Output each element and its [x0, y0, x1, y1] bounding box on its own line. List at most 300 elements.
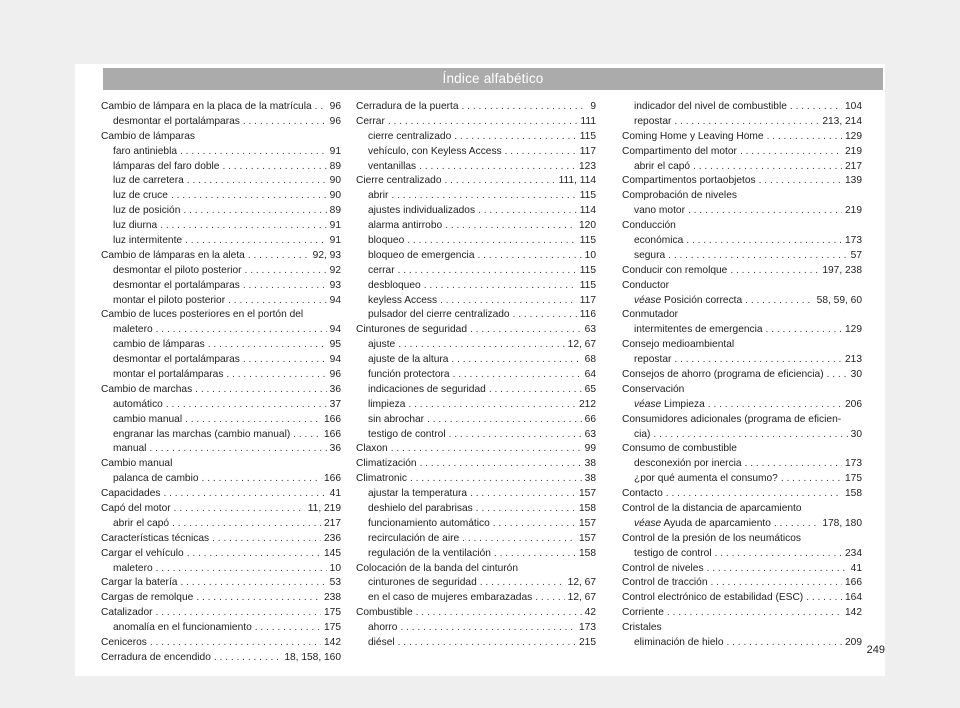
index-entry-page: 178, 180 [822, 517, 862, 529]
index-entry [622, 413, 862, 428]
index-entry-page: 53 [329, 577, 341, 589]
dot-leader [427, 413, 582, 428]
index-entry-page: 145 [324, 547, 341, 559]
index-entry [101, 532, 341, 547]
index-entry-page: 93 [329, 279, 341, 291]
dot-leader [480, 577, 565, 592]
index-entry-term: cerrar [368, 264, 395, 276]
dot-leader [454, 130, 577, 145]
index-entry-page: 95 [329, 339, 341, 351]
index-entry [622, 189, 862, 204]
index-entry-page: 175 [845, 473, 862, 485]
index-entry-page: 236 [324, 532, 341, 544]
index-entry-term: alarma antirrobo [368, 220, 443, 232]
index-entry-term: Conmutador [622, 309, 679, 321]
index-entry-term: Catalizador [101, 607, 153, 619]
index-entry [101, 338, 341, 353]
index-entry-term: ¿por qué aumenta el consumo? [634, 473, 778, 485]
dot-leader [707, 562, 848, 577]
dot-leader [166, 398, 327, 413]
index-entry-page: 173 [845, 235, 862, 246]
index-entry-page: 96 [329, 369, 341, 381]
index-entry-term: Capó del motor [101, 503, 171, 515]
index-column-3 [622, 100, 862, 651]
index-entry-page: 11, 219 [307, 503, 341, 515]
index-entry-term: limpieza [368, 398, 406, 410]
index-entry-term: luz de posición [113, 205, 181, 217]
index-entry-page: 64 [584, 369, 596, 381]
index-entry [101, 562, 341, 577]
dot-leader [160, 219, 326, 234]
index-entry-term: recirculación de aire [368, 532, 460, 544]
dot-leader [674, 353, 842, 368]
dot-leader [489, 383, 582, 398]
index-entry-page: 96 [329, 100, 341, 112]
index-entry-page: 114 [579, 205, 596, 217]
index-entry [356, 442, 596, 457]
dot-leader [202, 472, 321, 487]
index-entry-term: Cargar la batería [101, 577, 178, 589]
dot-leader [653, 428, 847, 443]
index-entry [101, 413, 341, 428]
index-entry-term: Cerrar [356, 115, 385, 127]
index-entry [356, 308, 596, 323]
dot-leader [391, 189, 576, 204]
index-entry [101, 100, 341, 115]
index-entry-term: cia) [634, 428, 651, 440]
index-entry-page: 129 [845, 324, 862, 336]
index-entry-page: 129 [845, 130, 862, 142]
dot-leader [245, 264, 327, 279]
index-entry-page: 212 [579, 398, 596, 410]
index-entry-term: regulación de la ventilación [368, 547, 491, 559]
index-entry-term: Combustible [356, 607, 413, 619]
index-entry-term: indicaciones de seguridad [368, 383, 486, 395]
dot-leader [453, 368, 582, 383]
index-entry [356, 174, 596, 189]
index-entry [622, 353, 862, 368]
index-entry [622, 606, 862, 621]
dot-leader [470, 487, 576, 502]
index-entry [622, 308, 862, 323]
dot-leader [781, 472, 842, 487]
index-entry-page: 115 [579, 264, 596, 276]
index-entry-page: 58, 59, 60 [816, 294, 862, 306]
index-entry [101, 160, 341, 175]
index-entry-term: Cerradura de la puerta [356, 100, 459, 112]
dot-leader [398, 264, 577, 279]
index-entry-page: 91 [329, 235, 341, 246]
index-entry [356, 189, 596, 204]
index-entry [622, 383, 862, 398]
index-entry-page: 116 [579, 309, 596, 321]
index-entry [622, 577, 862, 592]
dot-leader [149, 442, 326, 457]
index-entry-page: 209 [845, 637, 862, 649]
dot-leader [226, 368, 326, 383]
index-entry-term: Corriente [622, 607, 664, 619]
dot-leader [505, 145, 577, 160]
index-entry [622, 428, 862, 443]
index-entry-page: 91 [329, 220, 341, 232]
index-entry [622, 219, 862, 234]
index-entry-term: manual [113, 443, 147, 455]
index-entry-page: 175 [324, 622, 341, 634]
dot-leader [451, 353, 581, 368]
index-entry [101, 428, 341, 443]
index-entry-term: faro antiniebla [113, 145, 178, 157]
page-title: Índice alfabético [103, 68, 883, 90]
index-entry-term: en el caso de mujeres embarazadas [368, 592, 533, 604]
dot-leader [419, 160, 576, 175]
index-entry-term: Conducción [622, 220, 676, 232]
dot-leader [740, 145, 842, 160]
index-entry [101, 323, 341, 338]
index-entry-term: Cambio de lámparas en la aleta [101, 249, 245, 261]
index-entry-term: desmontar el piloto posterior [113, 264, 242, 276]
index-entry-page: 12, 67 [567, 592, 596, 604]
dot-leader [400, 621, 576, 636]
index-entry-term: Capacidades [101, 488, 161, 500]
index-entry-term: Compartimentos portaobjetos [622, 175, 756, 187]
dot-leader [212, 532, 321, 547]
dot-leader [806, 591, 842, 606]
index-entry [101, 577, 341, 592]
index-entry [622, 294, 862, 309]
index-entry [622, 398, 862, 413]
index-entry-page: 68 [584, 354, 596, 366]
dot-leader [187, 547, 321, 562]
index-entry-term: Control de tracción [622, 577, 708, 589]
index-entry-page: 92 [329, 264, 341, 276]
dot-leader [156, 323, 327, 338]
index-entry-term: Conductor [622, 279, 670, 291]
dot-leader [420, 457, 582, 472]
index-entry [101, 487, 341, 502]
index-entry-term: ajuste de la altura [368, 354, 449, 366]
index-entry [356, 457, 596, 472]
index-entry-page: 139 [845, 175, 862, 187]
dot-leader [228, 294, 327, 309]
index-entry-page: 117 [579, 294, 596, 306]
index-entry [356, 353, 596, 368]
index-entry [101, 651, 341, 666]
index-entry-page: 10 [584, 249, 596, 261]
index-entry-term: Cambio de marchas [101, 383, 193, 395]
index-entry-term: luz intermitente [113, 235, 183, 246]
index-entry-page: 9 [590, 100, 596, 112]
dot-leader [243, 279, 327, 294]
index-entry-term: abrir el capó [113, 517, 170, 529]
index-entry-page: 173 [845, 458, 862, 470]
index-entry [622, 115, 862, 130]
index-entry-term: ajustes individualizados [368, 205, 476, 217]
index-entry-term: Consumidores adicionales (programa de eficien- [622, 413, 842, 425]
dot-leader [424, 279, 577, 294]
index-entry-page: 94 [329, 294, 341, 306]
index-entry [101, 279, 341, 294]
index-entry-term: luz de cruce [113, 190, 168, 202]
index-entry [101, 115, 341, 130]
index-entry-term: Climatización [356, 458, 417, 470]
index-entry [622, 502, 862, 517]
index-entry-term: económica [634, 235, 684, 246]
index-entry [622, 204, 862, 219]
dot-leader [477, 249, 581, 264]
index-entry [356, 338, 596, 353]
dot-leader [708, 398, 842, 413]
index-entry [101, 219, 341, 234]
index-entry [622, 621, 862, 636]
index-entry [356, 323, 596, 338]
index-entry-page: 158 [579, 547, 596, 559]
index-entry-page: 36 [329, 443, 341, 455]
index-entry-term: Control de niveles [622, 562, 704, 574]
index-entry-term: Cambio manual [101, 458, 173, 470]
dot-leader [688, 204, 842, 219]
dot-leader [388, 115, 578, 130]
dot-leader [440, 294, 577, 309]
index-entry-term: keyless Access [368, 294, 438, 306]
index-entry-term: automático [113, 398, 163, 410]
index-entry [622, 264, 862, 279]
index-entry-term: cinturones de seguridad [368, 577, 477, 589]
dot-leader [476, 502, 576, 517]
dot-leader [759, 174, 842, 189]
index-entry-term: cierre centralizado [368, 130, 452, 142]
index-entry [101, 621, 341, 636]
dot-leader [171, 189, 327, 204]
index-entry-term: Cargar el vehículo [101, 547, 184, 559]
index-entry-term: Cristales [622, 622, 662, 634]
index-entry-term: bloqueo [368, 235, 405, 246]
index-entry-page: 219 [845, 145, 862, 157]
dot-leader [693, 160, 842, 175]
index-entry-term: anomalía en el funcionamiento [113, 622, 252, 634]
index-entry-term: cambio manual [113, 413, 183, 425]
index-entry-page: 38 [584, 458, 596, 470]
index-entry-page: 38 [584, 473, 596, 485]
index-entry-term: Cinturones de seguridad [356, 324, 468, 336]
index-entry-term: Cambio de lámparas [101, 130, 195, 142]
index-entry-term: Cierre centralizado [356, 175, 442, 187]
index-entry-term: sin abrochar [368, 413, 425, 425]
index-entry [356, 234, 596, 249]
index-entry-page: 213 [845, 354, 862, 366]
dot-leader [195, 383, 326, 398]
dot-leader [416, 606, 582, 621]
index-entry-page: 10 [329, 562, 341, 574]
dot-leader [156, 562, 327, 577]
dot-leader [398, 338, 564, 353]
index-entry [622, 338, 862, 353]
dot-leader [715, 547, 842, 562]
dot-leader [767, 130, 842, 145]
dot-leader [726, 636, 842, 651]
index-entry-page: 157 [579, 488, 596, 500]
index-entry [356, 279, 596, 294]
index-entry [356, 383, 596, 398]
dot-leader [462, 532, 576, 547]
index-entry-page: 94 [329, 354, 341, 366]
dot-leader [255, 621, 321, 636]
index-entry-page: 89 [329, 205, 341, 217]
index-entry-page: 90 [329, 190, 341, 202]
index-entry [622, 636, 862, 651]
index-entry [356, 472, 596, 487]
dot-leader [470, 323, 582, 338]
index-entry-term: Claxon [356, 443, 388, 455]
index-entry-page: 30 [850, 369, 862, 381]
index-entry-term: véase Limpieza [634, 398, 705, 410]
index-entry-page: 206 [845, 398, 862, 410]
index-entry-term: Control de la distancia de aparcamiento [622, 503, 802, 515]
index-entry-page: 142 [845, 607, 862, 619]
dot-leader [185, 234, 327, 249]
index-entry [101, 368, 341, 383]
index-entry [101, 130, 341, 145]
index-entry-term: desmontar el portalámparas [113, 115, 240, 127]
index-entry-term: bloqueo de emergencia [368, 249, 475, 261]
index-entry-term: véase Ayuda de aparcamiento [634, 517, 771, 529]
page-number: 249 [866, 644, 885, 656]
index-entry-page: 115 [579, 235, 596, 246]
index-entry-page: 18, 158, 160 [284, 651, 341, 663]
index-entry-page: 173 [579, 622, 596, 634]
index-entry [622, 249, 862, 264]
index-entry-term: diésel [368, 637, 395, 649]
index-entry [622, 591, 862, 606]
index-entry-term: véase Posición correcta [634, 294, 743, 306]
index-entry-term: ahorro [368, 622, 398, 634]
index-entry-page: 166 [845, 577, 862, 589]
dot-leader [774, 517, 819, 532]
index-entry [622, 472, 862, 487]
dot-leader [730, 264, 819, 279]
index-entry [356, 115, 596, 130]
index-entry [356, 502, 596, 517]
dot-leader [668, 249, 848, 264]
index-entry-page: 219 [845, 205, 862, 217]
index-entry [622, 100, 862, 115]
index-entry [356, 264, 596, 279]
index-entry [356, 368, 596, 383]
index-entry-page: 111 [580, 115, 596, 127]
index-entry-term: maletero [113, 324, 153, 336]
index-entry-term: abrir [368, 190, 389, 202]
dot-leader [243, 115, 327, 130]
index-entry [356, 606, 596, 621]
dot-leader [208, 338, 327, 353]
index-entry [101, 174, 341, 189]
index-entry-page: 65 [584, 383, 596, 395]
index-entry-page: 166 [324, 413, 341, 425]
index-entry [622, 547, 862, 562]
index-entry-page: 166 [324, 428, 341, 440]
dot-leader [172, 517, 321, 532]
dot-leader [494, 547, 576, 562]
index-entry-term: segura [634, 249, 666, 261]
index-entry [356, 160, 596, 175]
dot-leader [790, 100, 842, 115]
index-entry [101, 547, 341, 562]
index-entry [101, 264, 341, 279]
index-entry [622, 487, 862, 502]
index-entry [622, 145, 862, 160]
index-entry [622, 234, 862, 249]
index-entry-page: 115 [579, 190, 596, 202]
dot-leader [674, 115, 819, 130]
dot-leader [185, 413, 321, 428]
index-entry-page: 157 [579, 517, 596, 529]
index-entry-term: intermitentes de emergencia [634, 324, 763, 336]
index-entry [622, 442, 862, 457]
index-page [75, 64, 885, 676]
dot-leader [827, 368, 848, 383]
index-entry-page: 42 [584, 607, 596, 619]
index-entry-page: 238 [324, 592, 341, 604]
index-entry [356, 145, 596, 160]
dot-leader [745, 294, 814, 309]
index-entry-page: 164 [845, 592, 862, 604]
index-entry-page: 117 [579, 145, 596, 157]
index-entry-term: vano motor [634, 205, 685, 217]
dot-leader [513, 308, 577, 323]
dot-leader [293, 428, 321, 443]
index-entry [622, 457, 862, 472]
index-entry [101, 636, 341, 651]
index-entry [101, 398, 341, 413]
index-entry-term: deshielo del parabrisas [368, 503, 473, 515]
index-entry-term: abrir el capó [634, 160, 691, 172]
index-entry-page: 142 [324, 637, 341, 649]
dot-leader [150, 636, 321, 651]
index-entry [356, 130, 596, 145]
index-entry-term: Consejos de ahorro (programa de eficiencia) [622, 369, 824, 381]
dot-leader [449, 428, 582, 443]
index-entry-page: 90 [329, 175, 341, 187]
index-entry-page: 63 [584, 428, 596, 440]
index-entry-page: 217 [845, 160, 862, 172]
index-entry-term: ajustar la temperatura [368, 488, 468, 500]
index-entry-page: 217 [324, 517, 341, 529]
index-entry [101, 383, 341, 398]
index-entry-term: repostar [634, 354, 672, 366]
dot-leader [766, 323, 842, 338]
index-entry-term: Control electrónico de estabilidad (ESC) [622, 592, 804, 604]
index-entry-term: testigo de control [368, 428, 446, 440]
dot-leader [243, 353, 327, 368]
index-entry [101, 308, 341, 323]
index-entry [101, 442, 341, 457]
index-entry-page: 63 [584, 324, 596, 336]
index-column-2 [356, 100, 596, 651]
index-entry [101, 249, 341, 264]
index-entry [356, 621, 596, 636]
index-entry-page: 104 [845, 100, 862, 112]
dot-leader [315, 100, 327, 115]
dot-leader [248, 249, 310, 264]
index-entry-term: Ceniceros [101, 637, 147, 649]
index-entry-term: desmontar el portalámparas [113, 354, 240, 366]
dot-leader [408, 398, 576, 413]
index-entry-page: 57 [850, 249, 862, 261]
index-entry-term: Compartimento del motor [622, 145, 737, 157]
index-entry-page: 37 [329, 398, 341, 410]
dot-leader [180, 145, 327, 160]
index-entry-page: 115 [579, 279, 596, 291]
dot-leader [666, 487, 842, 502]
